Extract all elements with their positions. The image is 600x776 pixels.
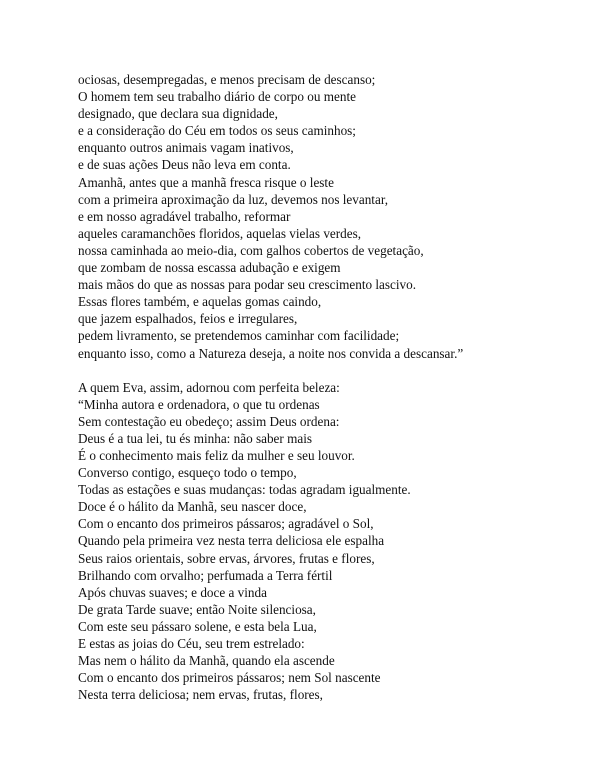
poem-line: ociosas, desempregadas, e menos precisam de descanso; <box>78 72 376 87</box>
poem-line: aqueles caramanchões floridos, aquelas vielas verdes, <box>78 225 362 241</box>
poem-line: E estas as joias do Céu, seu trem estrelado: <box>78 636 305 651</box>
poem-line: Brilhando com orvalho; perfumada a Terra fértil <box>78 567 333 583</box>
poem-line: De grata Tarde suave; então Noite silenciosa, <box>78 601 316 617</box>
poem-line: Sem contestação eu obedeço; assim Deus ordena: <box>78 413 340 429</box>
poem-line: pedem livramento, se pretendemos caminhar com facilidade; <box>78 328 400 344</box>
poem-line: Com este seu pássaro solene, e esta bela Lua, <box>78 618 317 634</box>
poem-text <box>78 71 578 703</box>
poem-line: Mas nem o hálito da Manhã, quando ela ascende <box>78 653 335 669</box>
stanza-2 <box>78 379 578 704</box>
poem-line: É o conhecimento mais feliz da mulher e seu louvor. <box>78 447 355 463</box>
poem-line: mais mãos do que as nossas para podar seu crescimento lascivo. <box>78 277 417 293</box>
poem-line: A quem Eva, assim, adornou com perfeita beleza: <box>78 379 340 395</box>
poem-line: O homem tem seu trabalho diário de corpo ou mente <box>78 89 356 105</box>
poem-line: Essas flores também, e aquelas gomas caindo, <box>78 294 322 310</box>
poem-line: Quando pela primeira vez nesta terra deliciosa ele espalha <box>78 533 385 549</box>
poem-line: e de suas ações Deus não leva em conta. <box>78 157 291 173</box>
poem-line: designado, que declara sua dignidade, <box>78 106 278 122</box>
poem-line: Todas as estações e suas mudanças: todas agradam igualmente. <box>78 482 411 498</box>
poem-line: enquanto outros animais vagam inativos, <box>78 140 294 156</box>
poem-line: Seus raios orientais, sobre ervas, árvores, frutas e flores, <box>78 550 375 566</box>
poem-line: Converso contigo, esqueço todo o tempo, <box>78 465 297 481</box>
poem-line: Com o encanto dos primeiros pássaros; nem Sol nascente <box>78 670 381 686</box>
poem-line: Após chuvas suaves; e doce a vinda <box>78 584 267 600</box>
poem-line: e a consideração do Céu em todos os seus caminhos; <box>78 123 356 139</box>
poem-line: que jazem espalhados, feios e irregulares, <box>78 311 298 327</box>
poem-line: Amanhã, antes que a manhã fresca risque o leste <box>78 174 334 190</box>
poem-line: Deus é a tua lei, tu és minha: não saber mais <box>78 430 313 446</box>
poem-line: enquanto isso, como a Natureza deseja, a noite nos convida a descansar.” <box>78 345 464 361</box>
poem-line: com a primeira aproximação da luz, devemos nos levantar, <box>78 191 388 207</box>
poem-line: Doce é o hálito da Manhã, seu nascer doce, <box>78 499 307 515</box>
poem-line: que zombam de nossa escassa adubação e exigem <box>78 260 341 276</box>
poem-line: e em nosso agradável trabalho, reformar <box>78 208 291 224</box>
stanza-1 <box>78 71 578 362</box>
poem-line: Nesta terra deliciosa; nem ervas, frutas, flores, <box>78 687 323 703</box>
poem-line: “Minha autora e ordenadora, o que tu ordenas <box>78 396 320 412</box>
poem-line: Com o encanto dos primeiros pássaros; agradável o Sol, <box>78 516 374 532</box>
poem-line: nossa caminhada ao meio-dia, com galhos cobertos de vegetação, <box>78 242 424 258</box>
